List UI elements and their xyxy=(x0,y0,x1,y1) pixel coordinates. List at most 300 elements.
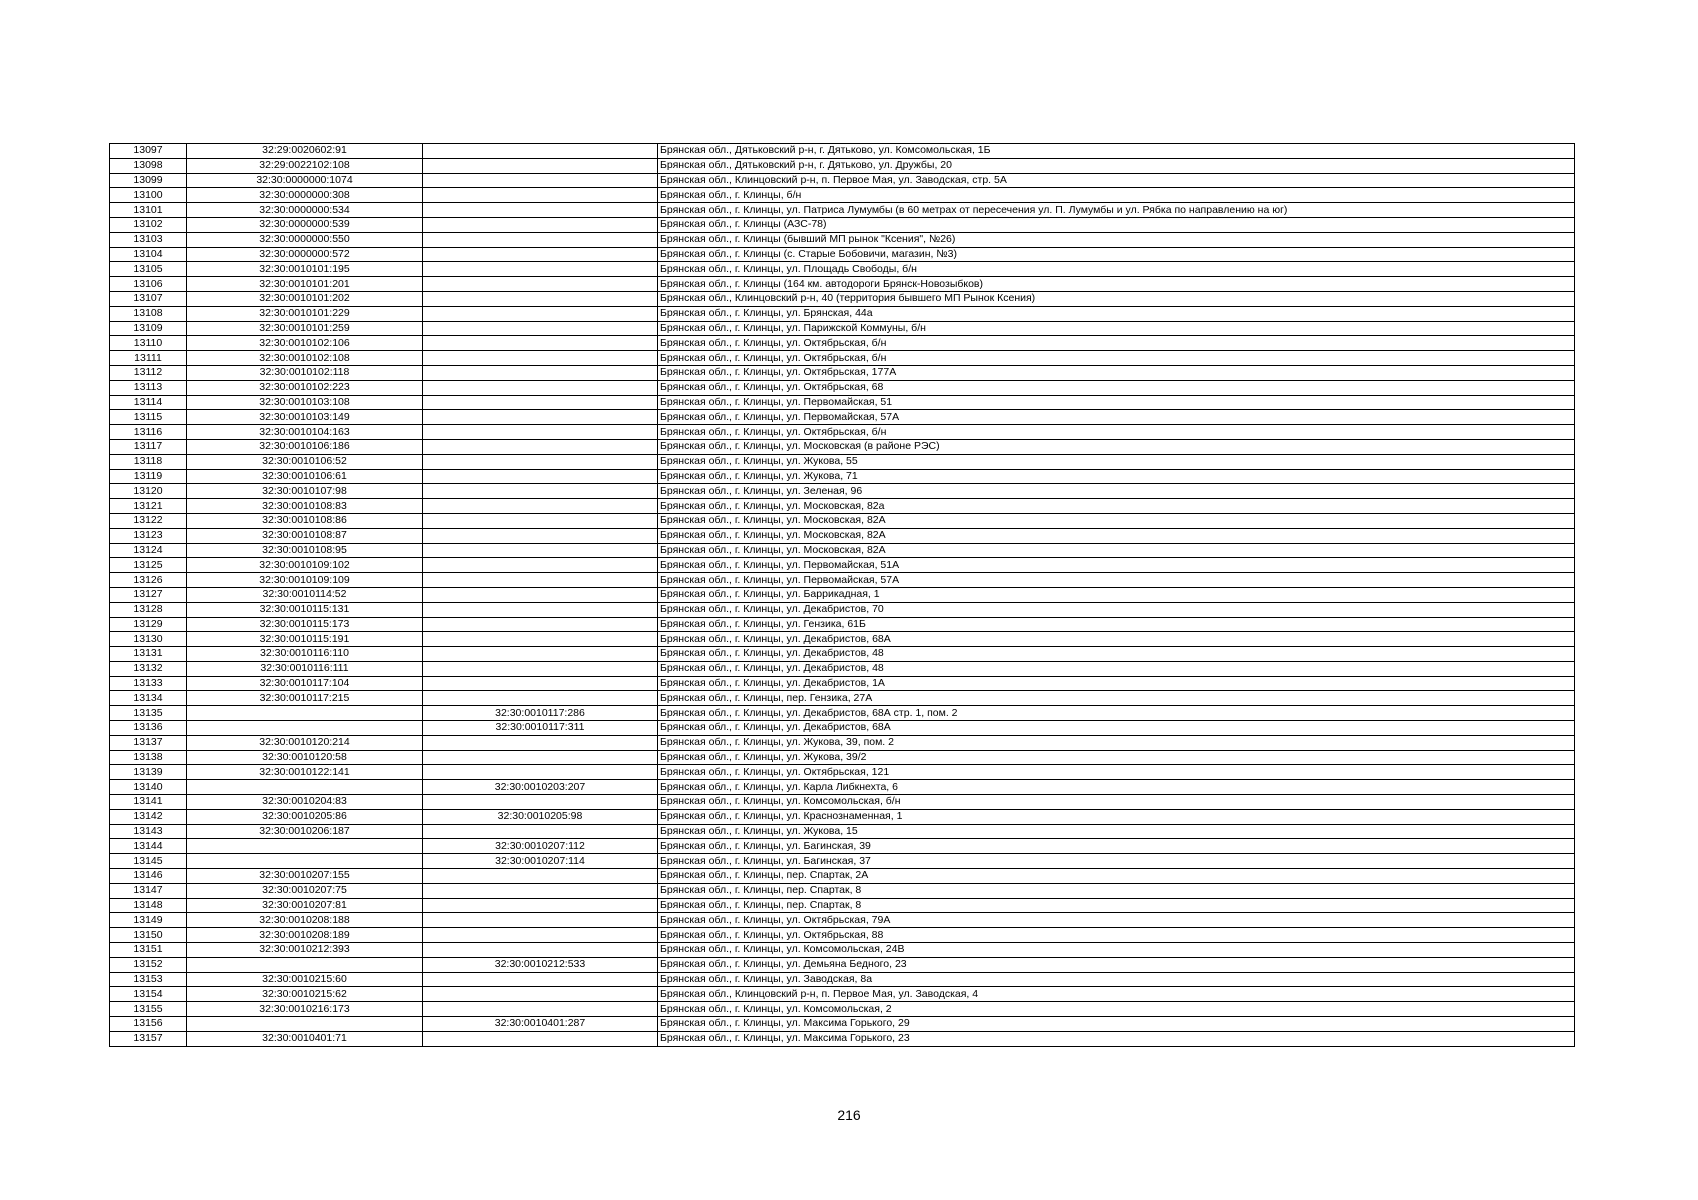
object-cadastral-number-cell xyxy=(423,883,658,898)
table-row xyxy=(110,217,1575,232)
cadastral-number-cell: 32:30:0010108:83 xyxy=(187,499,423,514)
table-row xyxy=(110,928,1575,943)
row-number-cell: 13141 xyxy=(110,795,187,810)
row-number-cell: 13120 xyxy=(110,484,187,499)
object-cadastral-number-cell xyxy=(423,306,658,321)
address-cell: Брянская обл., г. Клинцы, ул. Декабристов, 68А xyxy=(658,721,1575,736)
table-row xyxy=(110,247,1575,262)
address-cell: Брянская обл., г. Клинцы, ул. Декабристов, 70 xyxy=(658,602,1575,617)
object-cadastral-number-cell xyxy=(423,262,658,277)
cadastral-number-cell: 32:29:0022102:108 xyxy=(187,158,423,173)
object-cadastral-number-cell xyxy=(423,558,658,573)
row-number-cell: 13106 xyxy=(110,277,187,292)
cadastral-number-cell: 32:30:0010116:111 xyxy=(187,661,423,676)
object-cadastral-number-cell xyxy=(423,454,658,469)
row-number-cell: 13110 xyxy=(110,336,187,351)
object-cadastral-number-cell xyxy=(423,321,658,336)
cadastral-number-cell: 32:30:0010101:202 xyxy=(187,291,423,306)
cadastral-number-cell: 32:30:0010115:131 xyxy=(187,602,423,617)
row-number-cell: 13129 xyxy=(110,617,187,632)
table-row xyxy=(110,1002,1575,1017)
table-row xyxy=(110,780,1575,795)
address-cell: Брянская обл., г. Клинцы, ул. Октябрьская, 177А xyxy=(658,365,1575,380)
address-cell: Брянская обл., г. Клинцы, ул. Максима Горького, 29 xyxy=(658,1017,1575,1032)
cadastral-number-cell: 32:30:0010104:163 xyxy=(187,425,423,440)
property-register-table xyxy=(109,143,1575,1047)
row-number-cell: 13152 xyxy=(110,957,187,972)
table-row xyxy=(110,765,1575,780)
row-number-cell: 13127 xyxy=(110,587,187,602)
cadastral-number-cell: 32:30:0000000:550 xyxy=(187,232,423,247)
row-number-cell: 13107 xyxy=(110,291,187,306)
cadastral-number-cell: 32:30:0010117:104 xyxy=(187,676,423,691)
table-row xyxy=(110,676,1575,691)
table-row xyxy=(110,439,1575,454)
cadastral-number-cell: 32:30:0010115:191 xyxy=(187,632,423,647)
cadastral-number-cell: 32:30:0010109:109 xyxy=(187,573,423,588)
table-row xyxy=(110,735,1575,750)
table-row xyxy=(110,795,1575,810)
cadastral-number-cell: 32:30:0010208:189 xyxy=(187,928,423,943)
object-cadastral-number-cell xyxy=(423,469,658,484)
address-cell: Брянская обл., г. Клинцы, ул. Баррикадная, 1 xyxy=(658,587,1575,602)
table-row xyxy=(110,558,1575,573)
row-number-cell: 13105 xyxy=(110,262,187,277)
address-cell: Брянская обл., г. Клинцы, ул. Жукова, 39, пом. 2 xyxy=(658,735,1575,750)
row-number-cell: 13137 xyxy=(110,735,187,750)
object-cadastral-number-cell xyxy=(423,232,658,247)
table-row xyxy=(110,587,1575,602)
object-cadastral-number-cell xyxy=(423,617,658,632)
cadastral-number-cell: 32:30:0010208:188 xyxy=(187,913,423,928)
address-cell: Брянская обл., г. Клинцы, ул. Московская, 82А xyxy=(658,543,1575,558)
table-row xyxy=(110,336,1575,351)
address-cell: Брянская обл., г. Клинцы, ул. Октябрьская, 68 xyxy=(658,380,1575,395)
table-row xyxy=(110,262,1575,277)
object-cadastral-number-cell xyxy=(423,380,658,395)
table-row xyxy=(110,987,1575,1002)
object-cadastral-number-cell xyxy=(423,513,658,528)
object-cadastral-number-cell: 32:30:0010205:98 xyxy=(423,809,658,824)
object-cadastral-number-cell: 32:30:0010401:287 xyxy=(423,1017,658,1032)
table-row xyxy=(110,1017,1575,1032)
cadastral-number-cell: 32:30:0010212:393 xyxy=(187,943,423,958)
object-cadastral-number-cell xyxy=(423,765,658,780)
cadastral-number-cell: 32:30:0010120:58 xyxy=(187,750,423,765)
object-cadastral-number-cell: 32:30:0010207:112 xyxy=(423,839,658,854)
address-cell: Брянская обл., г. Клинцы, ул. Патриса Лумумбы (в 60 метрах от пересечения ул. П. Лумумбы и ул. Рябка по направлению на юг) xyxy=(658,203,1575,218)
address-cell: Брянская обл., г. Клинцы (АЗС-78) xyxy=(658,217,1575,232)
address-cell: Брянская обл., г. Клинцы, ул. Октябрьская, 121 xyxy=(658,765,1575,780)
row-number-cell: 13134 xyxy=(110,691,187,706)
object-cadastral-number-cell xyxy=(423,291,658,306)
row-number-cell: 13131 xyxy=(110,647,187,662)
object-cadastral-number-cell: 32:30:0010203:207 xyxy=(423,780,658,795)
row-number-cell: 13119 xyxy=(110,469,187,484)
address-cell: Брянская обл., г. Клинцы, ул. Декабристов, 48 xyxy=(658,647,1575,662)
object-cadastral-number-cell: 32:30:0010212:533 xyxy=(423,957,658,972)
cadastral-number-cell: 32:30:0010107:98 xyxy=(187,484,423,499)
object-cadastral-number-cell xyxy=(423,898,658,913)
table-row xyxy=(110,869,1575,884)
row-number-cell: 13118 xyxy=(110,454,187,469)
address-cell: Брянская обл., г. Клинцы, ул. Октябрьская, б/н xyxy=(658,351,1575,366)
row-number-cell: 13138 xyxy=(110,750,187,765)
table-row xyxy=(110,913,1575,928)
row-number-cell: 13139 xyxy=(110,765,187,780)
cadastral-number-cell: 32:30:0010207:155 xyxy=(187,869,423,884)
address-cell: Брянская обл., г. Клинцы (с. Старые Бобовичи, магазин, №3) xyxy=(658,247,1575,262)
address-cell: Брянская обл., г. Клинцы (бывший МП рынок "Ксения", №26) xyxy=(658,232,1575,247)
table-row xyxy=(110,144,1575,159)
row-number-cell: 13155 xyxy=(110,1002,187,1017)
table-row xyxy=(110,617,1575,632)
object-cadastral-number-cell xyxy=(423,987,658,1002)
address-cell: Брянская обл., г. Клинцы, ул. Комсомольская, 2 xyxy=(658,1002,1575,1017)
row-number-cell: 13117 xyxy=(110,439,187,454)
table-row xyxy=(110,365,1575,380)
cadastral-number-cell: 32:29:0020602:91 xyxy=(187,144,423,159)
table-row xyxy=(110,306,1575,321)
row-number-cell: 13135 xyxy=(110,706,187,721)
row-number-cell: 13115 xyxy=(110,410,187,425)
object-cadastral-number-cell xyxy=(423,972,658,987)
row-number-cell: 13114 xyxy=(110,395,187,410)
cadastral-number-cell: 32:30:0010106:186 xyxy=(187,439,423,454)
table-row xyxy=(110,499,1575,514)
address-cell: Брянская обл., Дятьковский р-н, г. Дятьково, ул. Комсомольская, 1Б xyxy=(658,144,1575,159)
address-cell: Брянская обл., г. Клинцы, ул. Московская, 82А xyxy=(658,513,1575,528)
cadastral-number-cell: 32:30:0010103:108 xyxy=(187,395,423,410)
table-row xyxy=(110,706,1575,721)
address-cell: Брянская обл., г. Клинцы, пер. Гензика, 27А xyxy=(658,691,1575,706)
object-cadastral-number-cell xyxy=(423,484,658,499)
object-cadastral-number-cell: 32:30:0010207:114 xyxy=(423,854,658,869)
object-cadastral-number-cell xyxy=(423,632,658,647)
cadastral-number-cell: 32:30:0010204:83 xyxy=(187,795,423,810)
object-cadastral-number-cell xyxy=(423,439,658,454)
row-number-cell: 13154 xyxy=(110,987,187,1002)
row-number-cell: 13136 xyxy=(110,721,187,736)
table-row xyxy=(110,839,1575,854)
row-number-cell: 13097 xyxy=(110,144,187,159)
row-number-cell: 13126 xyxy=(110,573,187,588)
cadastral-number-cell: 32:30:0010109:102 xyxy=(187,558,423,573)
cadastral-number-cell: 32:30:0010215:62 xyxy=(187,987,423,1002)
address-cell: Брянская обл., г. Клинцы, ул. Жукова, 71 xyxy=(658,469,1575,484)
row-number-cell: 13101 xyxy=(110,203,187,218)
object-cadastral-number-cell xyxy=(423,691,658,706)
object-cadastral-number-cell xyxy=(423,573,658,588)
table-row xyxy=(110,602,1575,617)
object-cadastral-number-cell xyxy=(423,943,658,958)
address-cell: Брянская обл., г. Клинцы, ул. Жукова, 55 xyxy=(658,454,1575,469)
table-row xyxy=(110,824,1575,839)
object-cadastral-number-cell xyxy=(423,247,658,262)
address-cell: Брянская обл., г. Клинцы, ул. Брянская, 44а xyxy=(658,306,1575,321)
table-row xyxy=(110,291,1575,306)
row-number-cell: 13143 xyxy=(110,824,187,839)
cadastral-number-cell xyxy=(187,839,423,854)
cadastral-number-cell: 32:30:0010207:75 xyxy=(187,883,423,898)
table-row xyxy=(110,573,1575,588)
cadastral-number-cell: 32:30:0000000:539 xyxy=(187,217,423,232)
table-body xyxy=(110,144,1575,1047)
row-number-cell: 13130 xyxy=(110,632,187,647)
cadastral-number-cell: 32:30:0010117:215 xyxy=(187,691,423,706)
object-cadastral-number-cell xyxy=(423,528,658,543)
object-cadastral-number-cell xyxy=(423,158,658,173)
address-cell: Брянская обл., г. Клинцы, ул. Краснознаменная, 1 xyxy=(658,809,1575,824)
cadastral-number-cell: 32:30:0010120:214 xyxy=(187,735,423,750)
cadastral-number-cell: 32:30:0010207:81 xyxy=(187,898,423,913)
cadastral-number-cell: 32:30:0010215:60 xyxy=(187,972,423,987)
row-number-cell: 13125 xyxy=(110,558,187,573)
row-number-cell: 13150 xyxy=(110,928,187,943)
row-number-cell: 13124 xyxy=(110,543,187,558)
cadastral-number-cell: 32:30:0010102:106 xyxy=(187,336,423,351)
row-number-cell: 13157 xyxy=(110,1031,187,1046)
address-cell: Брянская обл., г. Клинцы, ул. Демьяна Бедного, 23 xyxy=(658,957,1575,972)
row-number-cell: 13116 xyxy=(110,425,187,440)
address-cell: Брянская обл., Клинцовский р-н, п. Первое Мая, ул. Заводская, 4 xyxy=(658,987,1575,1002)
address-cell: Брянская обл., г. Клинцы, ул. Комсомольская, 24В xyxy=(658,943,1575,958)
cadastral-number-cell: 32:30:0010101:259 xyxy=(187,321,423,336)
row-number-cell: 13109 xyxy=(110,321,187,336)
object-cadastral-number-cell xyxy=(423,543,658,558)
object-cadastral-number-cell xyxy=(423,395,658,410)
table-row xyxy=(110,484,1575,499)
cadastral-number-cell: 32:30:0010216:173 xyxy=(187,1002,423,1017)
row-number-cell: 13121 xyxy=(110,499,187,514)
table-row xyxy=(110,647,1575,662)
row-number-cell: 13128 xyxy=(110,602,187,617)
cadastral-number-cell: 32:30:0010114:52 xyxy=(187,587,423,602)
row-number-cell: 13147 xyxy=(110,883,187,898)
row-number-cell: 13153 xyxy=(110,972,187,987)
table-row xyxy=(110,528,1575,543)
address-cell: Брянская обл., г. Клинцы, ул. Жукова, 39/2 xyxy=(658,750,1575,765)
object-cadastral-number-cell xyxy=(423,188,658,203)
cadastral-number-cell: 32:30:0010401:71 xyxy=(187,1031,423,1046)
object-cadastral-number-cell xyxy=(423,499,658,514)
table-row xyxy=(110,543,1575,558)
address-cell: Брянская обл., г. Клинцы, ул. Московская (в районе РЭС) xyxy=(658,439,1575,454)
object-cadastral-number-cell xyxy=(423,1002,658,1017)
table-row xyxy=(110,721,1575,736)
row-number-cell: 13145 xyxy=(110,854,187,869)
cadastral-number-cell: 32:30:0010106:61 xyxy=(187,469,423,484)
object-cadastral-number-cell xyxy=(423,410,658,425)
address-cell: Брянская обл., г. Клинцы, пер. Спартак, 8 xyxy=(658,898,1575,913)
cadastral-number-cell: 32:30:0010103:149 xyxy=(187,410,423,425)
object-cadastral-number-cell: 32:30:0010117:311 xyxy=(423,721,658,736)
address-cell: Брянская обл., г. Клинцы, ул. Декабристов, 68А стр. 1, пом. 2 xyxy=(658,706,1575,721)
object-cadastral-number-cell xyxy=(423,602,658,617)
row-number-cell: 13140 xyxy=(110,780,187,795)
cadastral-number-cell: 32:30:0010102:223 xyxy=(187,380,423,395)
address-cell: Брянская обл., г. Клинцы, пер. Спартак, 2А xyxy=(658,869,1575,884)
cadastral-number-cell: 32:30:0010122:141 xyxy=(187,765,423,780)
object-cadastral-number-cell xyxy=(423,425,658,440)
object-cadastral-number-cell xyxy=(423,365,658,380)
object-cadastral-number-cell: 32:30:0010117:286 xyxy=(423,706,658,721)
row-number-cell: 13133 xyxy=(110,676,187,691)
row-number-cell: 13104 xyxy=(110,247,187,262)
object-cadastral-number-cell xyxy=(423,750,658,765)
cadastral-number-cell: 32:30:0010116:110 xyxy=(187,647,423,662)
address-cell: Брянская обл., г. Клинцы, ул. Московская, 82а xyxy=(658,499,1575,514)
row-number-cell: 13151 xyxy=(110,943,187,958)
cadastral-number-cell: 32:30:0010102:118 xyxy=(187,365,423,380)
address-cell: Брянская обл., г. Клинцы, ул. Первомайская, 57А xyxy=(658,410,1575,425)
row-number-cell: 13111 xyxy=(110,351,187,366)
cadastral-number-cell: 32:30:0010108:87 xyxy=(187,528,423,543)
address-cell: Брянская обл., г. Клинцы, ул. Первомайская, 51 xyxy=(658,395,1575,410)
cadastral-number-cell: 32:30:0010115:173 xyxy=(187,617,423,632)
address-cell: Брянская обл., г. Клинцы, ул. Максима Горького, 23 xyxy=(658,1031,1575,1046)
address-cell: Брянская обл., г. Клинцы, ул. Октябрьская, 88 xyxy=(658,928,1575,943)
object-cadastral-number-cell xyxy=(423,824,658,839)
row-number-cell: 13103 xyxy=(110,232,187,247)
object-cadastral-number-cell xyxy=(423,1031,658,1046)
address-cell: Брянская обл., г. Клинцы, ул. Багинская, 37 xyxy=(658,854,1575,869)
address-cell: Брянская обл., г. Клинцы, ул. Парижской Коммуны, б/н xyxy=(658,321,1575,336)
row-number-cell: 13149 xyxy=(110,913,187,928)
row-number-cell: 13132 xyxy=(110,661,187,676)
row-number-cell: 13102 xyxy=(110,217,187,232)
row-number-cell: 13113 xyxy=(110,380,187,395)
cadastral-number-cell: 32:30:0010102:108 xyxy=(187,351,423,366)
object-cadastral-number-cell xyxy=(423,336,658,351)
address-cell: Брянская обл., г. Клинцы, ул. Октябрьская, б/н xyxy=(658,425,1575,440)
object-cadastral-number-cell xyxy=(423,173,658,188)
table-row xyxy=(110,898,1575,913)
address-cell: Брянская обл., Клинцовский р-н, п. Первое Мая, ул. Заводская, стр. 5А xyxy=(658,173,1575,188)
table-row xyxy=(110,972,1575,987)
object-cadastral-number-cell xyxy=(423,928,658,943)
cadastral-number-cell xyxy=(187,957,423,972)
table-row xyxy=(110,277,1575,292)
table-row xyxy=(110,943,1575,958)
address-cell: Брянская обл., г. Клинцы, ул. Декабристов, 1А xyxy=(658,676,1575,691)
table-row xyxy=(110,395,1575,410)
row-number-cell: 13099 xyxy=(110,173,187,188)
row-number-cell: 13156 xyxy=(110,1017,187,1032)
cadastral-number-cell xyxy=(187,706,423,721)
object-cadastral-number-cell xyxy=(423,795,658,810)
cadastral-number-cell: 32:30:0000000:1074 xyxy=(187,173,423,188)
address-cell: Брянская обл., Дятьковский р-н, г. Дятьково, ул. Дружбы, 20 xyxy=(658,158,1575,173)
table-row xyxy=(110,661,1575,676)
table-row xyxy=(110,750,1575,765)
address-cell: Брянская обл., г. Клинцы, ул. Зеленая, 96 xyxy=(658,484,1575,499)
object-cadastral-number-cell xyxy=(423,676,658,691)
table-row xyxy=(110,469,1575,484)
row-number-cell: 13142 xyxy=(110,809,187,824)
object-cadastral-number-cell xyxy=(423,351,658,366)
cadastral-number-cell xyxy=(187,780,423,795)
object-cadastral-number-cell xyxy=(423,144,658,159)
object-cadastral-number-cell xyxy=(423,913,658,928)
cadastral-number-cell: 32:30:0010101:195 xyxy=(187,262,423,277)
row-number-cell: 13100 xyxy=(110,188,187,203)
object-cadastral-number-cell xyxy=(423,647,658,662)
cadastral-number-cell: 32:30:0000000:534 xyxy=(187,203,423,218)
table-row xyxy=(110,173,1575,188)
cadastral-number-cell: 32:30:0010206:187 xyxy=(187,824,423,839)
object-cadastral-number-cell xyxy=(423,587,658,602)
cadastral-number-cell: 32:30:0010106:52 xyxy=(187,454,423,469)
cadastral-number-cell: 32:30:0010108:86 xyxy=(187,513,423,528)
address-cell: Брянская обл., г. Клинцы, ул. Декабристов, 48 xyxy=(658,661,1575,676)
cadastral-number-cell: 32:30:0000000:308 xyxy=(187,188,423,203)
table-row xyxy=(110,158,1575,173)
object-cadastral-number-cell xyxy=(423,277,658,292)
address-cell: Брянская обл., г. Клинцы, ул. Московская, 82А xyxy=(658,528,1575,543)
table-row xyxy=(110,425,1575,440)
table-row xyxy=(110,321,1575,336)
object-cadastral-number-cell xyxy=(423,661,658,676)
object-cadastral-number-cell xyxy=(423,203,658,218)
row-number-cell: 13122 xyxy=(110,513,187,528)
address-cell: Брянская обл., г. Клинцы, ул. Заводская, 8а xyxy=(658,972,1575,987)
object-cadastral-number-cell xyxy=(423,869,658,884)
address-cell: Брянская обл., г. Клинцы, ул. Багинская, 39 xyxy=(658,839,1575,854)
address-cell: Брянская обл., г. Клинцы (164 км. автодороги Брянск-Новозыбков) xyxy=(658,277,1575,292)
cadastral-number-cell: 32:30:0000000:572 xyxy=(187,247,423,262)
address-cell: Брянская обл., г. Клинцы, ул. Первомайская, 57А xyxy=(658,573,1575,588)
row-number-cell: 13146 xyxy=(110,869,187,884)
address-cell: Брянская обл., г. Клинцы, ул. Октябрьская, 79А xyxy=(658,913,1575,928)
table-row xyxy=(110,691,1575,706)
page-number: 216 xyxy=(837,1107,861,1123)
table-row xyxy=(110,351,1575,366)
cadastral-number-cell xyxy=(187,721,423,736)
address-cell: Брянская обл., г. Клинцы, б/н xyxy=(658,188,1575,203)
table-row xyxy=(110,410,1575,425)
table-row xyxy=(110,854,1575,869)
table-row xyxy=(110,203,1575,218)
row-number-cell: 13112 xyxy=(110,365,187,380)
address-cell: Брянская обл., г. Клинцы, пер. Спартак, 8 xyxy=(658,883,1575,898)
address-cell: Брянская обл., г. Клинцы, ул. Гензика, 61Б xyxy=(658,617,1575,632)
address-cell: Брянская обл., г. Клинцы, ул. Первомайская, 51А xyxy=(658,558,1575,573)
address-cell: Брянская обл., г. Клинцы, ул. Карла Либкнехта, 6 xyxy=(658,780,1575,795)
row-number-cell: 13098 xyxy=(110,158,187,173)
address-cell: Брянская обл., г. Клинцы, ул. Комсомольская, б/н xyxy=(658,795,1575,810)
address-cell: Брянская обл., г. Клинцы, ул. Декабристов, 68А xyxy=(658,632,1575,647)
object-cadastral-number-cell xyxy=(423,217,658,232)
row-number-cell: 13144 xyxy=(110,839,187,854)
cadastral-number-cell xyxy=(187,854,423,869)
object-cadastral-number-cell xyxy=(423,735,658,750)
table-row xyxy=(110,883,1575,898)
address-cell: Брянская обл., г. Клинцы, ул. Октябрьская, б/н xyxy=(658,336,1575,351)
address-cell: Брянская обл., Клинцовский р-н, 40 (территория бывшего МП Рынок Ксения) xyxy=(658,291,1575,306)
cadastral-number-cell: 32:30:0010205:86 xyxy=(187,809,423,824)
table-row xyxy=(110,188,1575,203)
address-cell: Брянская обл., г. Клинцы, ул. Площадь Свободы, б/н xyxy=(658,262,1575,277)
row-number-cell: 13123 xyxy=(110,528,187,543)
cadastral-number-cell: 32:30:0010108:95 xyxy=(187,543,423,558)
table-row xyxy=(110,809,1575,824)
table-row xyxy=(110,957,1575,972)
cadastral-number-cell: 32:30:0010101:229 xyxy=(187,306,423,321)
table-row xyxy=(110,1031,1575,1046)
cadastral-number-cell: 32:30:0010101:201 xyxy=(187,277,423,292)
row-number-cell: 13148 xyxy=(110,898,187,913)
